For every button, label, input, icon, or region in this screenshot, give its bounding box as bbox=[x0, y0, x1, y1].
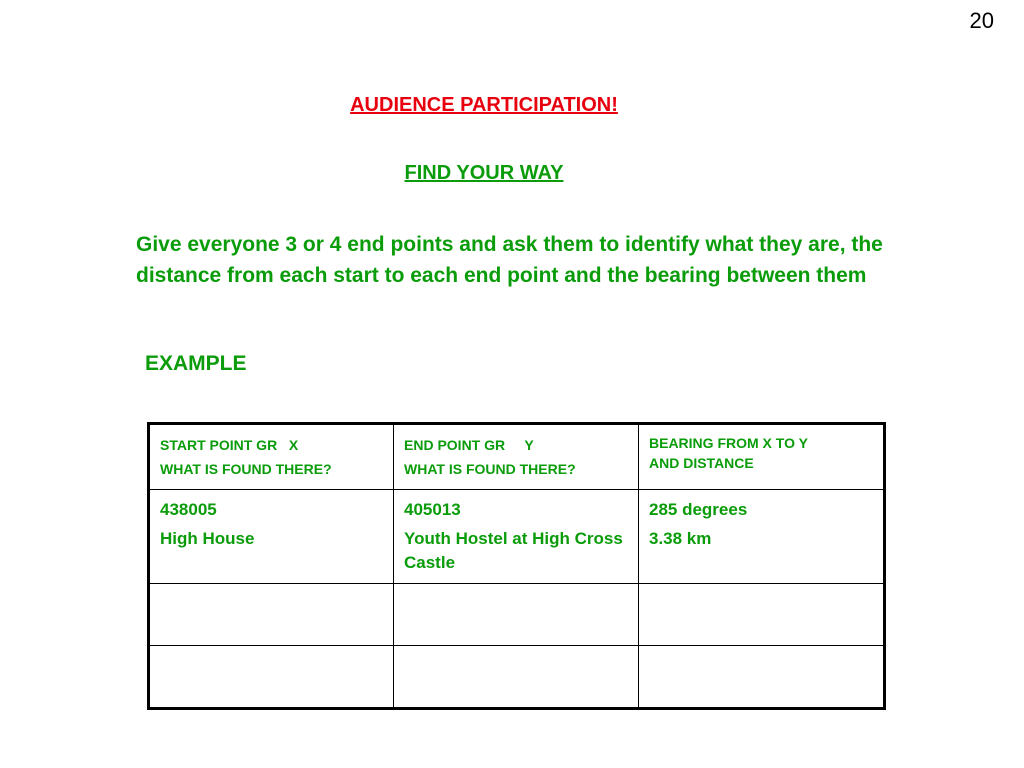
empty-cell bbox=[394, 584, 639, 646]
example-bearing-cell bbox=[639, 490, 885, 584]
example-start-cell bbox=[149, 490, 394, 584]
header-end-point bbox=[394, 424, 639, 490]
example-label: EXAMPLE bbox=[145, 352, 247, 375]
table-header-row bbox=[149, 424, 885, 490]
example-start-place: High House bbox=[160, 529, 255, 548]
empty-cell bbox=[149, 646, 394, 709]
slide-title: AUDIENCE PARTICIPATION! bbox=[350, 94, 618, 116]
example-distance: 3.38 km bbox=[649, 529, 712, 548]
empty-cell bbox=[639, 646, 885, 709]
instructions-text: Give everyone 3 or 4 end points and ask them to identify what they are, the distance from each start to each end point and the bearing between them bbox=[136, 233, 883, 287]
header-start-point-line2: WHAT IS FOUND THERE? bbox=[160, 461, 332, 477]
empty-cell bbox=[149, 584, 394, 646]
header-bearing-line1: BEARING FROM X TO Y bbox=[649, 435, 808, 451]
header-bearing bbox=[639, 424, 885, 490]
example-end-gr: 405013 bbox=[404, 500, 461, 519]
header-end-point-line1: END POINT GR Y bbox=[404, 437, 534, 453]
header-bearing-line2: AND DISTANCE bbox=[649, 455, 754, 471]
slide-number: 20 bbox=[969, 8, 994, 33]
slide-subtitle: FIND YOUR WAY bbox=[404, 162, 564, 184]
empty-cell bbox=[639, 584, 885, 646]
example-start-gr: 438005 bbox=[160, 500, 217, 519]
table-row bbox=[149, 646, 885, 709]
grid-reference-table bbox=[147, 422, 886, 710]
header-start-point-line1: START POINT GR X bbox=[160, 437, 299, 453]
empty-cell bbox=[394, 646, 639, 709]
table-row bbox=[149, 490, 885, 584]
example-end-cell bbox=[394, 490, 639, 584]
table-row bbox=[149, 584, 885, 646]
example-end-place: Youth Hostel at High Cross Castle bbox=[404, 529, 623, 572]
header-end-point-line2: WHAT IS FOUND THERE? bbox=[404, 461, 576, 477]
example-bearing: 285 degrees bbox=[649, 500, 748, 519]
header-start-point bbox=[149, 424, 394, 490]
